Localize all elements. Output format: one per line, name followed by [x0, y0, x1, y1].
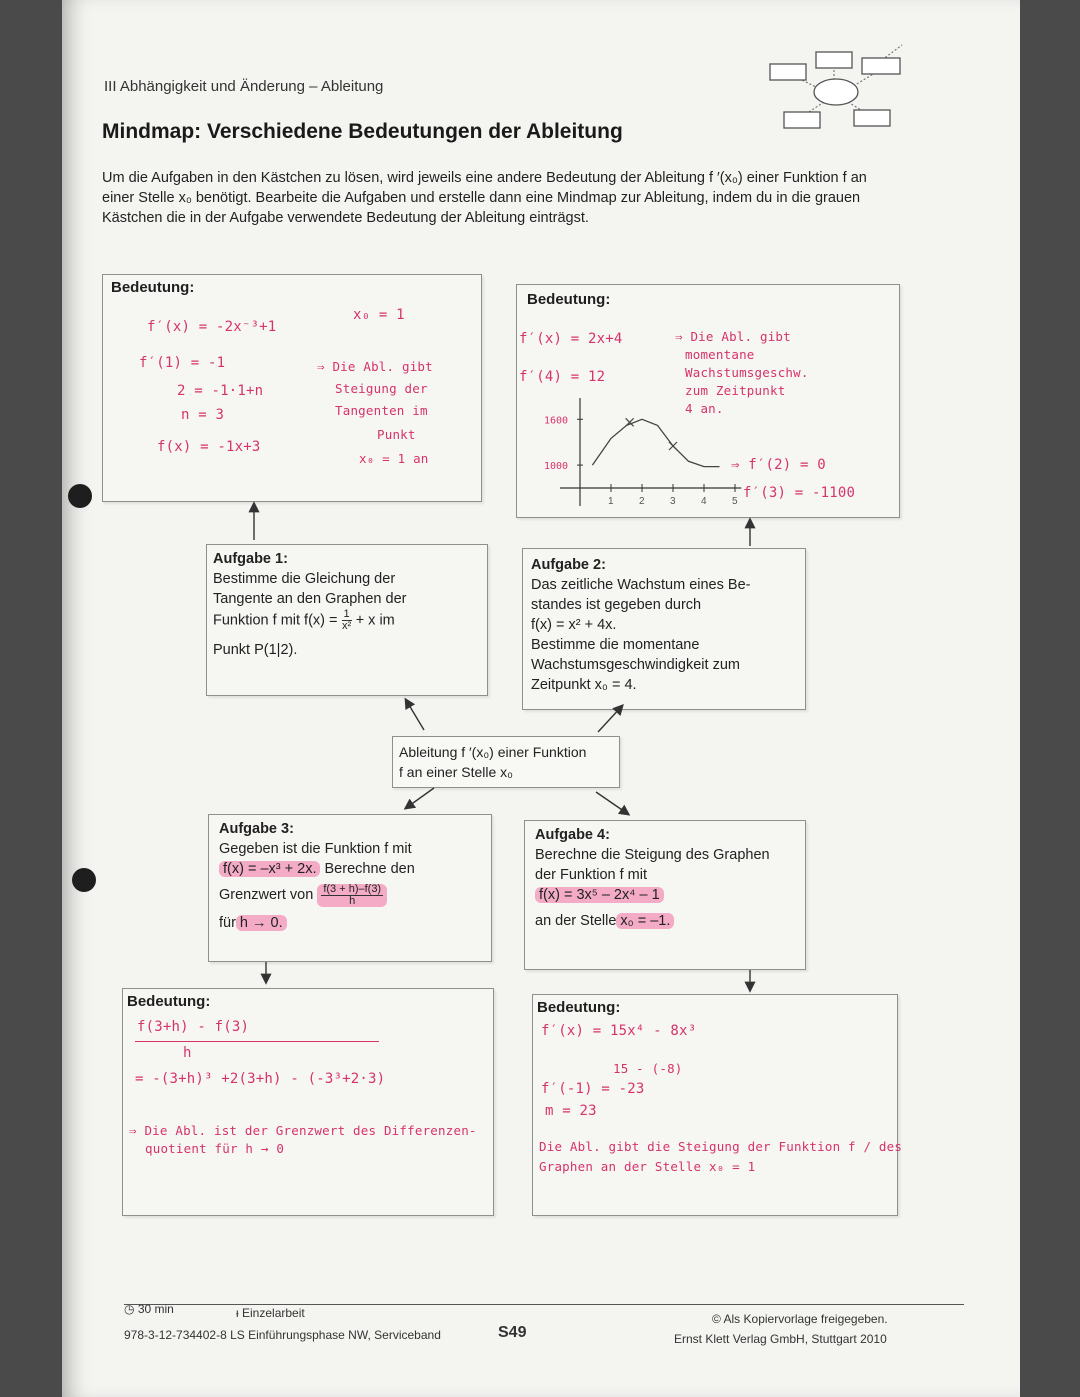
- footer-isbn: 978-3-12-734402-8 LS Einführungsphase NW, Serviceband: [124, 1328, 441, 1342]
- footer-copyright: © Als Kopiervorlage freigegeben.: [712, 1312, 888, 1326]
- task-line: Bestimme die momentane: [531, 637, 700, 653]
- footer-publisher: Ernst Klett Verlag GmbH, Stuttgart 2010: [674, 1332, 887, 1346]
- task-line: + x im: [355, 612, 395, 629]
- task-line: Punkt P(1|2).: [213, 642, 298, 658]
- aufgabe-3-text: Aufgabe 3: Gegeben ist die Funktion f mit f(x) = –x³ + 2x. Berechne den Grenzwert von $\frac{f(3 + h)-f(3)}{h}$ fürh → 0.: [219, 821, 415, 931]
- note-meaning: quotient für h → 0: [145, 1141, 285, 1156]
- note-line: h: [183, 1045, 192, 1061]
- intro-text: Um die Aufgaben in den Kästchen zu lösen, wird jeweils eine andere Bedeutung der Ableitung f ′(x₀) einer Funktion f an einer Stelle x₀ benötigt. Bearbeite die Aufgaben und erstelle dann eine Mindmap zur Ableitung, indem du in die grauen Kästchen die in der Aufgabe verwendete Bedeutung der Ableitung einträgst.: [102, 170, 867, 226]
- note-meaning: Graphen an der Stelle x₀ = 1: [539, 1159, 756, 1174]
- task-line: Bestimme die Gleichung der: [213, 571, 396, 587]
- note-x0: x₀ = 1: [353, 307, 405, 323]
- note-meaning: zum Zeitpunkt: [685, 383, 786, 398]
- page-title: Mindmap: Verschiedene Bedeutungen der Ableitung: [102, 120, 623, 143]
- chapter-heading: III Abhängigkeit und Änderung – Ableitung: [104, 78, 384, 95]
- x-tick-label: 1: [608, 496, 614, 507]
- x-tick-label: 4: [701, 496, 707, 507]
- task-line: der Funktion f mit: [535, 867, 648, 883]
- x-tick-label: 3: [670, 496, 676, 507]
- note-meaning: x₀ = 1 an: [359, 451, 429, 466]
- bedeutung-label: Bedeutung:: [537, 999, 621, 1016]
- task-line: Funktion f mit f(x) =: [213, 612, 338, 629]
- note-meaning: ⇒ Die Abl. ist der Grenzwert des Differenzen-: [129, 1123, 477, 1138]
- aufgabe-title: Aufgabe 3:: [219, 821, 294, 837]
- punch-hole: [68, 484, 92, 508]
- person-icon: ᵻ: [236, 1306, 239, 1320]
- note-line: = -(3+h)³ +2(3+h) - (-3³+2·3): [135, 1071, 386, 1087]
- task-line: Tangente an den Graphen der: [213, 591, 407, 607]
- note-line: f(3+h) - f(3): [137, 1019, 250, 1035]
- worksheet-page: [62, 0, 1020, 1397]
- note-meaning: Steigung der: [335, 381, 428, 396]
- note-line: 2 = -1·1+n: [177, 383, 264, 399]
- note-meaning: Punkt: [377, 427, 416, 442]
- bedeutung-label: Bedeutung:: [527, 291, 611, 308]
- note-meaning: Wachstumsgeschw.: [685, 365, 809, 380]
- aufgabe-title: Aufgabe 4:: [535, 827, 610, 843]
- highlighted-fraction: $\frac{f(3 + h)-f(3)}{h}$: [317, 884, 387, 907]
- task-line: Berechne die Steigung des Graphen: [535, 847, 770, 863]
- note-line: f′(x) = 15x⁴ - 8x³: [541, 1023, 697, 1039]
- fraction: $\frac{1}{\text{x²}}$: [342, 608, 352, 632]
- task-line: Wachstumsgeschwindigkeit zum: [531, 657, 740, 673]
- note-line: m = 23: [545, 1103, 597, 1119]
- note-line: f′(1) = -1: [139, 355, 226, 371]
- bedeutung-label: Bedeutung:: [127, 993, 211, 1010]
- note-meaning: ⇒ Die Abl. gibt: [675, 329, 791, 344]
- x-tick-label: 5: [732, 496, 738, 507]
- note-meaning: momentane: [685, 347, 755, 362]
- footer-mode: ᵻ Einzelarbeit: [236, 1306, 305, 1320]
- note-line: f′(-1) = -23: [541, 1081, 645, 1097]
- highlighted-function: f(x) = –x³ + 2x.: [219, 861, 320, 877]
- aufgabe-title: Aufgabe 1:: [213, 551, 288, 567]
- note-meaning: Tangenten im: [335, 403, 428, 418]
- aufgabe-4-text: Aufgabe 4: Berechne die Steigung des Graphen der Funktion f mit f(x) = 3x⁵ – 2x⁴ – 1 an der Stellex₀ = –1.: [535, 827, 770, 929]
- clock-icon: ◷: [124, 1302, 135, 1316]
- mindmap-arrows: [62, 0, 1020, 1397]
- aufgabe-title: Aufgabe 2:: [531, 557, 606, 573]
- highlighted-point: x₀ = –1.: [616, 913, 674, 929]
- task-line: f(x) = x² + 4x.: [531, 617, 617, 633]
- note-line: f′(x) = -2x⁻³+1: [147, 319, 277, 335]
- highlighted-limit: h → 0.: [236, 915, 287, 931]
- footer-time: ◷ 30 min: [124, 1302, 174, 1316]
- note-line: f′(4) = 12: [519, 369, 606, 385]
- note-meaning: 4 an.: [685, 401, 724, 416]
- highlighted-function: f(x) = 3x⁵ – 2x⁴ – 1: [535, 887, 664, 903]
- y-tick-label: 1600: [544, 415, 569, 427]
- task-line: standes ist gegeben durch: [531, 597, 702, 613]
- note-meaning: Die Abl. gibt die Steigung der Funktion f / des: [539, 1139, 903, 1154]
- center-text: Ableitung f ′(x₀) einer Funktion f an einer Stelle x₀: [399, 744, 587, 780]
- x-tick-label: 2: [639, 496, 645, 507]
- note-line: n = 3: [181, 407, 225, 423]
- note-line: 15 - (-8): [613, 1061, 683, 1076]
- note-meaning: ⇒ Die Abl. gibt: [317, 359, 433, 374]
- punch-hole: [72, 868, 96, 892]
- page-number: S49: [498, 1324, 527, 1341]
- task-line: Gegeben ist die Funktion f mit: [219, 841, 412, 857]
- bedeutung-label: Bedeutung:: [111, 279, 195, 296]
- note-line: f′(x) = 2x+4: [519, 331, 623, 347]
- note-line: f′(3) = -1100: [743, 485, 856, 501]
- y-tick-label: 1000: [544, 461, 569, 473]
- note-line: f(x) = -1x+3: [157, 439, 261, 455]
- note-line: ⇒ f′(2) = 0: [731, 457, 826, 473]
- task-line: Zeitpunkt x₀ = 4.: [531, 677, 637, 693]
- task-line: Das zeitliche Wachstum eines Be-: [531, 577, 751, 593]
- footer-rule: [124, 1304, 964, 1305]
